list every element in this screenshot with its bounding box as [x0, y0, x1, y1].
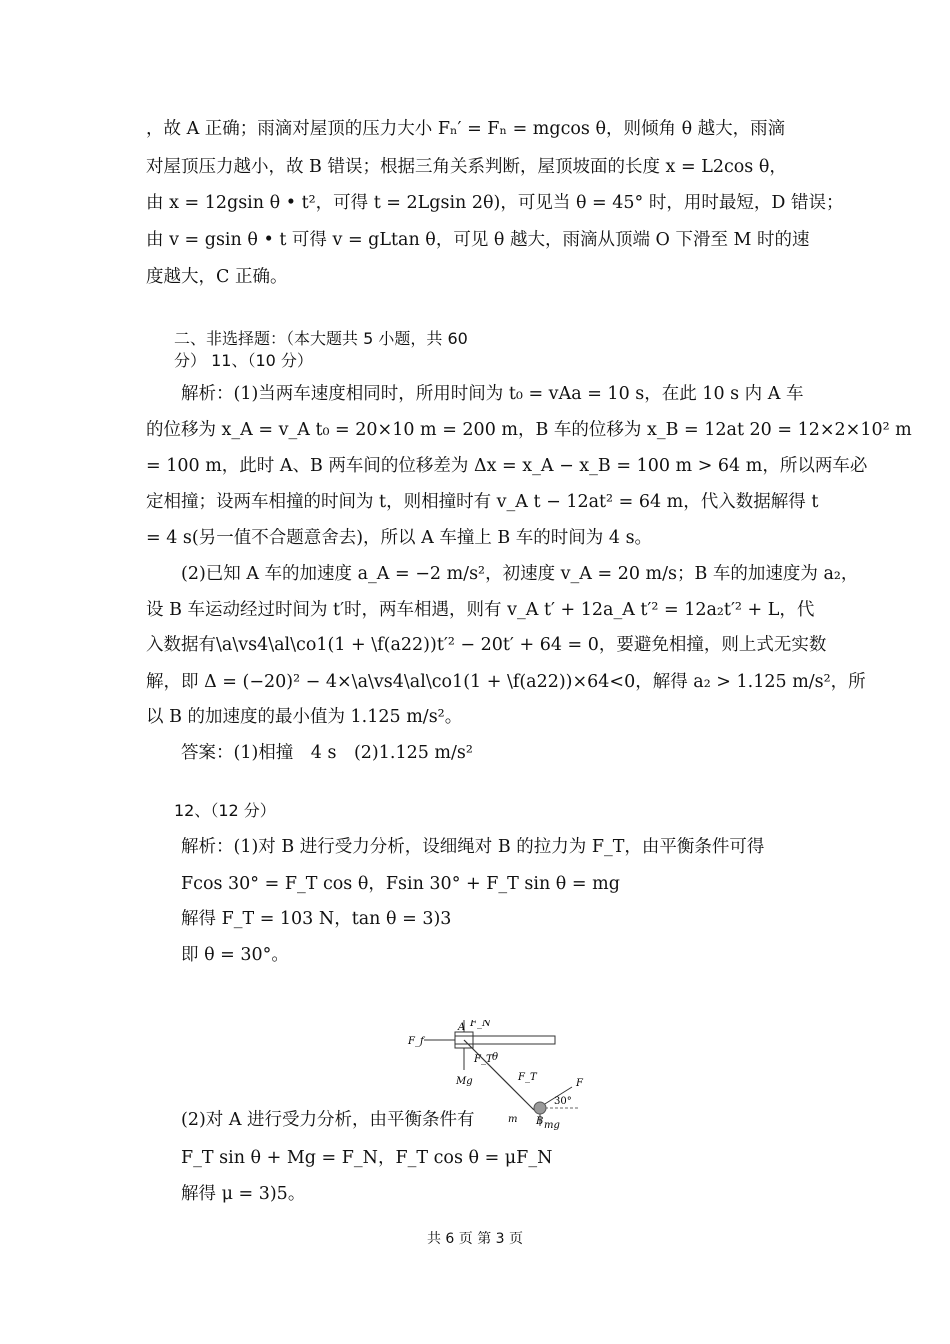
text-line: 对屋顶压力越小，故 B 错误；根据三角关系判断，屋顶坡面的长度 x = L2cos θ，: [146, 157, 787, 177]
label-m: m: [508, 1114, 518, 1125]
section-heading: 二、非选择题：（本大题共 5 小题，共 60: [174, 329, 468, 348]
text-line: (2)对 A 进行受力分析，由平衡条件有: [181, 1110, 475, 1130]
text-line: 入数据有\a\vs4\al\co1(1 + \f(a22))t′² − 20t′ + 64 = 0，要避免相撞，则上式无实数: [146, 635, 827, 655]
text-line: 解得 μ = 3)5。: [181, 1184, 306, 1204]
label-mg-small: mg: [544, 1120, 560, 1130]
label-b: B: [536, 1116, 544, 1127]
label-angle: 30°: [554, 1096, 572, 1107]
label-fn: F_N: [470, 1020, 491, 1029]
text-line: 解析：(1)对 B 进行受力分析，设细绳对 B 的拉力为 F_T，由平衡条件可得: [181, 837, 765, 857]
label-theta: θ: [492, 1052, 499, 1063]
question-heading: 12、（12 分）: [174, 801, 276, 820]
question-heading: 分） 11、（10 分）: [174, 351, 313, 370]
text-line: 即 θ = 30°。: [181, 945, 289, 965]
text-line: Fcos 30° = F_T cos θ，Fsin 30° + F_T sin θ = mg: [181, 874, 620, 894]
text-line: 的位移为 x_A = v_A t₀ = 20×10 m = 200 m，B 车的位移为 x_B = 12at 20 = 12×2×10² m: [146, 420, 912, 440]
label-ft-b: F_T: [518, 1072, 537, 1083]
text-line: 解得 F_T = 103 N，tan θ = 3)3: [181, 909, 452, 929]
text-line: 度越大，C 正确。: [146, 267, 288, 287]
text-line: 由 x = 12gsin θ • t²，可得 t = 2Lgsin 2θ)，可见当 θ = 45° 时，用时最短，D 错误；: [146, 193, 844, 213]
label-f: F: [576, 1078, 583, 1089]
text-line: = 4 s(另一值不合题意舍去)，所以 A 车撞上 B 车的时间为 4 s。: [146, 528, 653, 548]
text-line: 解，即 Δ = (−20)² − 4×\a\vs4\al\co1(1 + \f(a22))×64<0，解得 a₂ > 1.125 m/s²，所: [146, 672, 866, 692]
label-ff: F_f: [408, 1036, 424, 1047]
label-a: A: [458, 1022, 466, 1033]
text-line: 解析：(1)当两车速度相同时，所用时间为 t₀ = vAa = 10 s，在此 10 s 内 A 车: [181, 384, 804, 404]
answer-line: 答案：(1)相撞 4 s (2)1.125 m/s²: [181, 743, 473, 763]
text-line: F_T sin θ + Mg = F_N，F_T cos θ = μF_N: [181, 1148, 553, 1168]
page-footer: 共 6 页 第 3 页: [426, 1231, 524, 1247]
text-line: = 100 m，此时 A、B 两车间的位移差为 Δx = x_A − x_B = 100 m > 64 m，所以两车必: [146, 456, 868, 476]
text-line: 以 B 的加速度的最小值为 1.125 m/s²。: [146, 707, 463, 727]
text-line: 设 B 车运动经过时间为 t′时，两车相遇，则有 v_A t′ + 12a_A t′² = 12a₂t′² + L，代: [146, 600, 815, 620]
label-mg-big: Mg: [456, 1076, 473, 1087]
label-ft-a: F_T: [474, 1054, 493, 1065]
text-line: 由 v = gsin θ • t 可得 v = gLtan θ，可见 θ 越大，雨滴从顶端 O 下滑至 M 时的速: [146, 230, 810, 250]
text-line: ，故 A 正确；雨滴对屋顶的压力大小 Fₙ′ = Fₙ = mgcos θ，则倾角 θ 越大，雨滴: [146, 119, 786, 139]
text-line: (2)已知 A 车的加速度 a_A = −2 m/s²，初速度 v_A = 20 m/s；B 车的加速度为 a₂，: [181, 564, 859, 584]
text-line: 定相撞；设两车相撞的时间为 t，则相撞时有 v_A t − 12at² = 64 m，代入数据解得 t: [146, 492, 819, 512]
